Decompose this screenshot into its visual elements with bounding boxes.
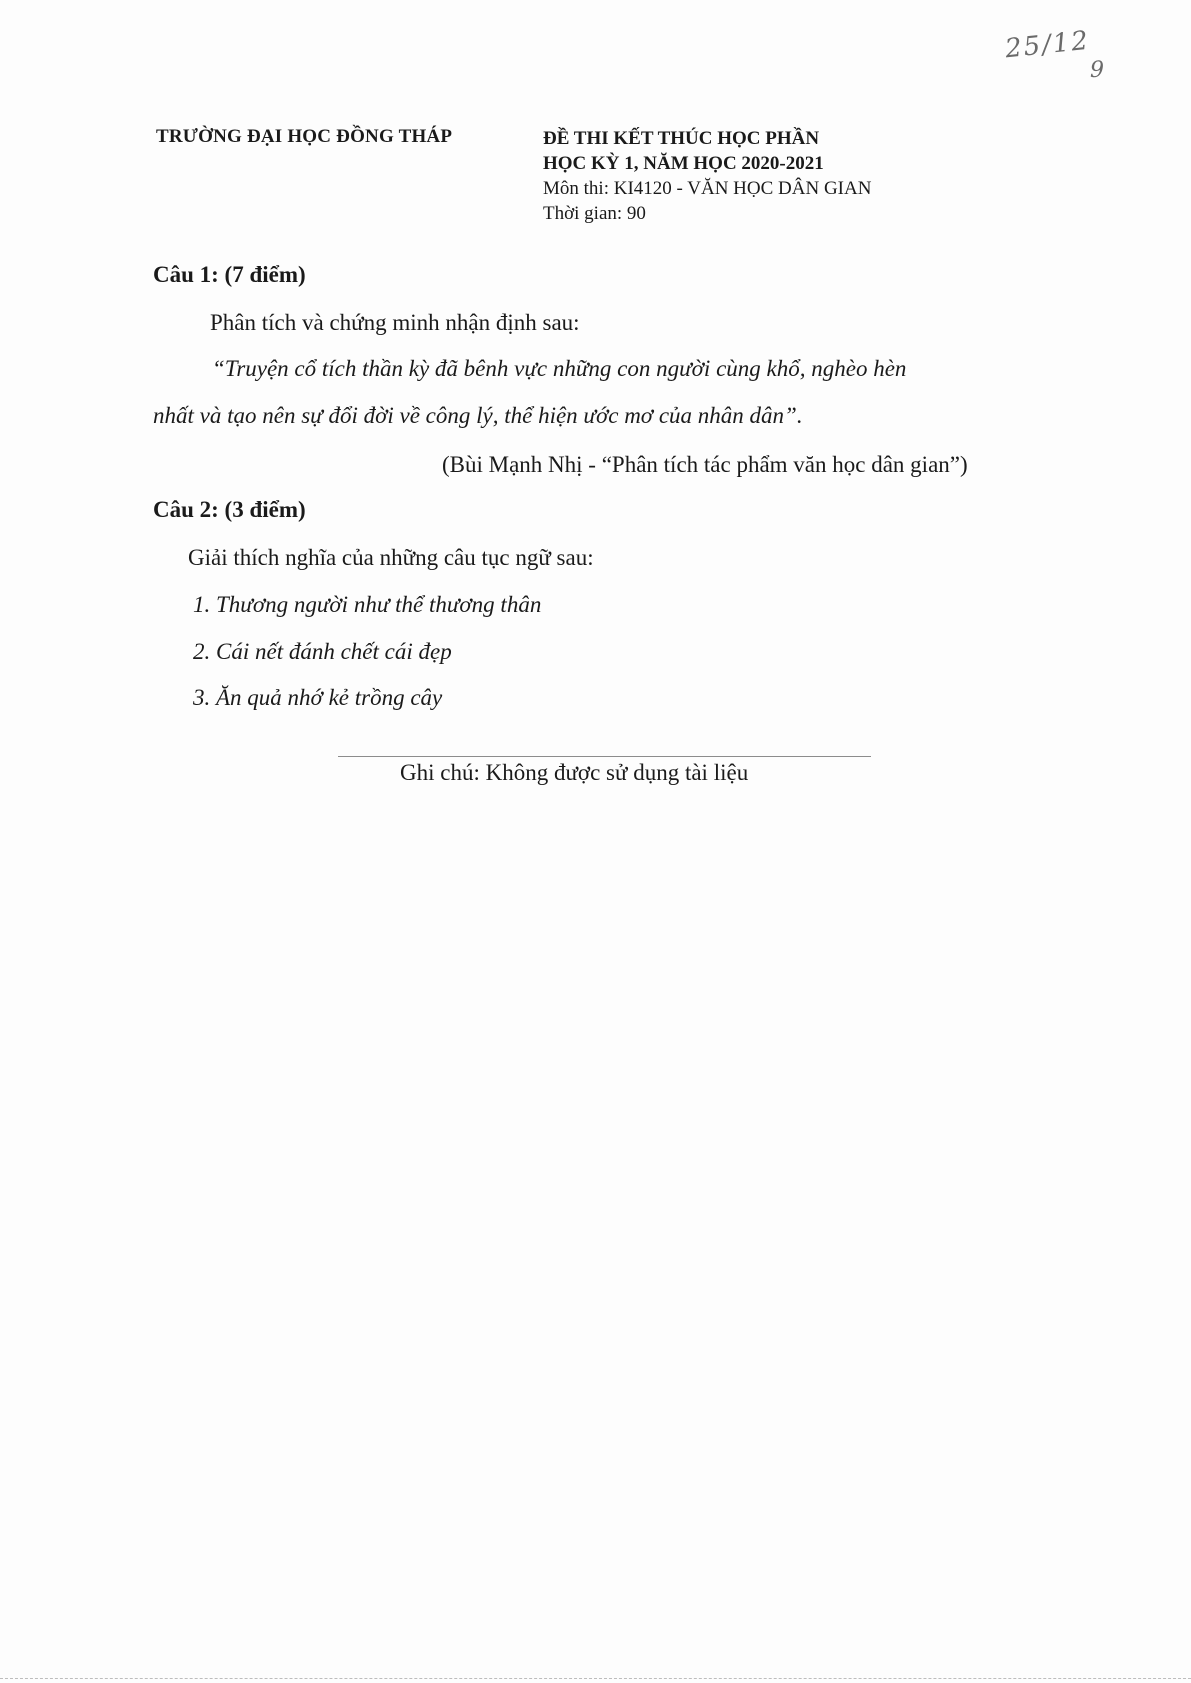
- question-1-title: Câu 1: (7 điểm): [153, 262, 306, 287]
- question-2-title: Câu 2: (3 điểm): [153, 497, 306, 522]
- handwritten-date: 25/12: [1003, 25, 1092, 65]
- page-bottom-edge: [0, 1678, 1191, 1679]
- exam-semester: HỌC KỲ 1, NĂM HỌC 2020-2021: [543, 153, 824, 174]
- exam-note: Ghi chú: Không được sử dụng tài liệu: [400, 760, 749, 785]
- proverb-item-3: 3. Ăn quả nhớ kẻ trồng cây: [193, 685, 443, 710]
- proverb-item-1: 1. Thương người như thể thương thân: [193, 592, 542, 617]
- question-1-source: (Bùi Mạnh Nhị - “Phân tích tác phẩm văn học dân gian”): [442, 452, 968, 477]
- handwritten-mark: 9: [1090, 58, 1106, 83]
- exam-subject: Môn thi: KI4120 - VĂN HỌC DÂN GIAN: [543, 178, 872, 199]
- question-1-quote-line-1: “Truyện cổ tích thần kỳ đã bênh vực những con người cùng khổ, nghèo hèn: [212, 356, 907, 381]
- question-1-quote-line-2: nhất và tạo nên sự đổi đời về công lý, thể hiện ước mơ của nhân dân”.: [153, 403, 803, 428]
- note-divider: [338, 756, 871, 757]
- exam-title: ĐỀ THI KẾT THÚC HỌC PHẦN: [543, 128, 820, 149]
- question-2-intro: Giải thích nghĩa của những câu tục ngữ sau:: [188, 545, 594, 570]
- exam-duration: Thời gian: 90: [543, 203, 646, 224]
- proverb-item-2: 2. Cái nết đánh chết cái đẹp: [193, 639, 452, 664]
- exam-header: [543, 126, 871, 226]
- school-name: TRƯỜNG ĐẠI HỌC ĐỒNG THÁP: [156, 126, 453, 147]
- question-1-intro: Phân tích và chứng minh nhận định sau:: [210, 310, 580, 335]
